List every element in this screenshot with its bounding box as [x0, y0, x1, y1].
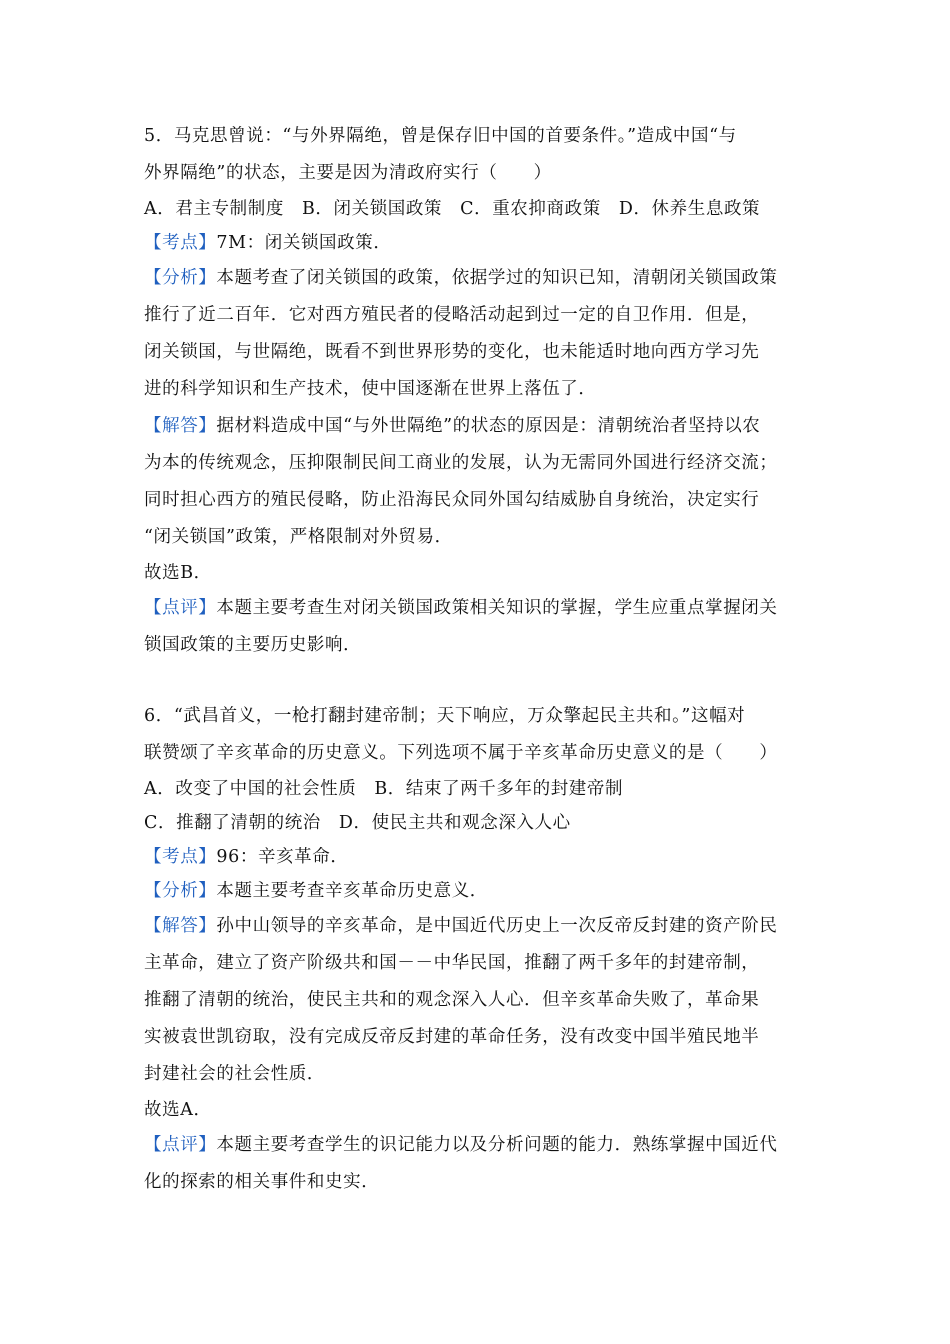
q6-options-row-1 [144, 772, 824, 806]
q5-kaodian-text: 7M：闭关锁国政策． [216, 233, 392, 253]
q5-option-b: B．闭关锁国政策 [301, 199, 443, 219]
q6-jieda-line-5: 封建社会的社会性质． [144, 1064, 325, 1084]
q5-option-a: A．君主专制制度 [144, 199, 284, 219]
question-gap [144, 664, 824, 698]
q6-kaodian [144, 840, 824, 874]
q6-stem-line-2: 联赞颂了辛亥革命的历史意义。下列选项不属于辛亥革命历史意义的是（ ） [144, 743, 778, 763]
q5-stem-line-1: 5．马克思曾说：“与外界隔绝，曾是保存旧中国的首要条件。”造成中国“与 [144, 126, 737, 146]
q5-dianping-text-1: 本题主要考查生对闭关锁国政策相关知识的掌握，学生应重点掌握闭关 [216, 598, 778, 618]
q5-kaodian-tag: 【考点】 [144, 233, 217, 253]
q6-jieda-line-2: 主革命，建立了资产阶级共和国－－中华民国，推翻了两千多年的封建帝制， [144, 953, 760, 973]
q6-dianping-text-1: 本题主要考查学生的识记能力以及分析问题的能力．熟练掌握中国近代 [216, 1135, 778, 1155]
q5-fenxi-text-1: 本题考查了闭关锁国的政策，依据学过的知识已知，清朝闭关锁国政策 [216, 268, 778, 288]
q5-option-d: D．休养生息政策 [618, 199, 761, 219]
q5-option-c: C．重农抑商政策 [460, 199, 601, 219]
q6-dianping-tag: 【点评】 [144, 1135, 217, 1155]
q6-jieda-tag: 【解答】 [144, 916, 217, 936]
q5-jieda-line-2: 为本的传统观念，压抑限制民间工商业的发展，认为无需同外国进行经济交流； [144, 453, 778, 473]
q5-options [144, 192, 824, 226]
q5-fenxi-line-2: 推行了近二百年．它对西方殖民者的侵略活动起到过一定的自卫作用．但是， [144, 305, 760, 325]
question-5 [144, 118, 824, 664]
q6-dianping-line-1 [144, 1127, 824, 1164]
q5-fenxi-line-3: 闭关锁国，与世隔绝，既看不到世界形势的变化，也未能适时地向西方学习先 [144, 342, 760, 362]
q5-answer: 故选B． [144, 563, 212, 583]
q6-jieda-line-1 [144, 908, 824, 945]
q6-option-d: D．使民主共和观念深入人心 [338, 813, 571, 833]
q5-jieda-line-3: 同时担心西方的殖民侵略，防止沿海民众同外国勾结威胁自身统治，决定实行 [144, 490, 760, 510]
q5-dianping-line-2: 锁国政策的主要历史影响． [144, 635, 362, 655]
q6-fenxi-text: 本题主要考查辛亥革命历史意义． [216, 881, 488, 901]
q6-answer: 故选A． [144, 1100, 212, 1120]
q6-option-b: B．结束了两千多年的封建帝制 [374, 779, 624, 799]
q5-dianping-tag: 【点评】 [144, 598, 217, 618]
q6-option-c: C．推翻了清朝的统治 [144, 813, 321, 833]
q6-option-a: A．改变了中国的社会性质 [144, 779, 357, 799]
q6-options-row-2 [144, 806, 824, 840]
q5-jieda-line-1 [144, 408, 824, 445]
q6-jieda-text-1: 孙中山领导的辛亥革命，是中国近代历史上一次反帝反封建的资产阶民 [216, 916, 778, 936]
q6-dianping-line-2: 化的探索的相关事件和史实． [144, 1172, 380, 1192]
q6-fenxi-tag: 【分析】 [144, 881, 217, 901]
document-page [144, 118, 824, 1201]
q5-fenxi-line-1 [144, 260, 824, 297]
q5-kaodian [144, 226, 824, 260]
q6-fenxi [144, 874, 824, 908]
q5-jieda-line-4: “闭关锁国”政策，严格限制对外贸易． [144, 527, 453, 547]
q6-stem-line-1: 6．“武昌首义，一枪打翻封建帝制；天下响应，万众擎起民主共和。”这幅对 [144, 706, 746, 726]
q5-fenxi-line-4: 进的科学知识和生产技术，使中国逐渐在世界上落伍了． [144, 379, 597, 399]
question-6 [144, 698, 824, 1201]
q5-jieda-tag: 【解答】 [144, 416, 217, 436]
q5-stem-line-2: 外界隔绝”的状态，主要是因为清政府实行（ ） [144, 163, 552, 183]
q6-jieda-line-4: 实被袁世凯窃取，没有完成反帝反封建的革命任务，没有改变中国半殖民地半 [144, 1027, 760, 1047]
q6-kaodian-text: 96：辛亥革命． [216, 847, 349, 867]
q5-dianping-line-1 [144, 590, 824, 627]
q6-kaodian-tag: 【考点】 [144, 847, 217, 867]
q5-fenxi-tag: 【分析】 [144, 268, 217, 288]
q5-jieda-text-1: 据材料造成中国“与外世隔绝”的状态的原因是：清朝统治者坚持以农 [216, 416, 761, 436]
q6-jieda-line-3: 推翻了清朝的统治，使民主共和的观念深入人心．但辛亥革命失败了，革命果 [144, 990, 760, 1010]
